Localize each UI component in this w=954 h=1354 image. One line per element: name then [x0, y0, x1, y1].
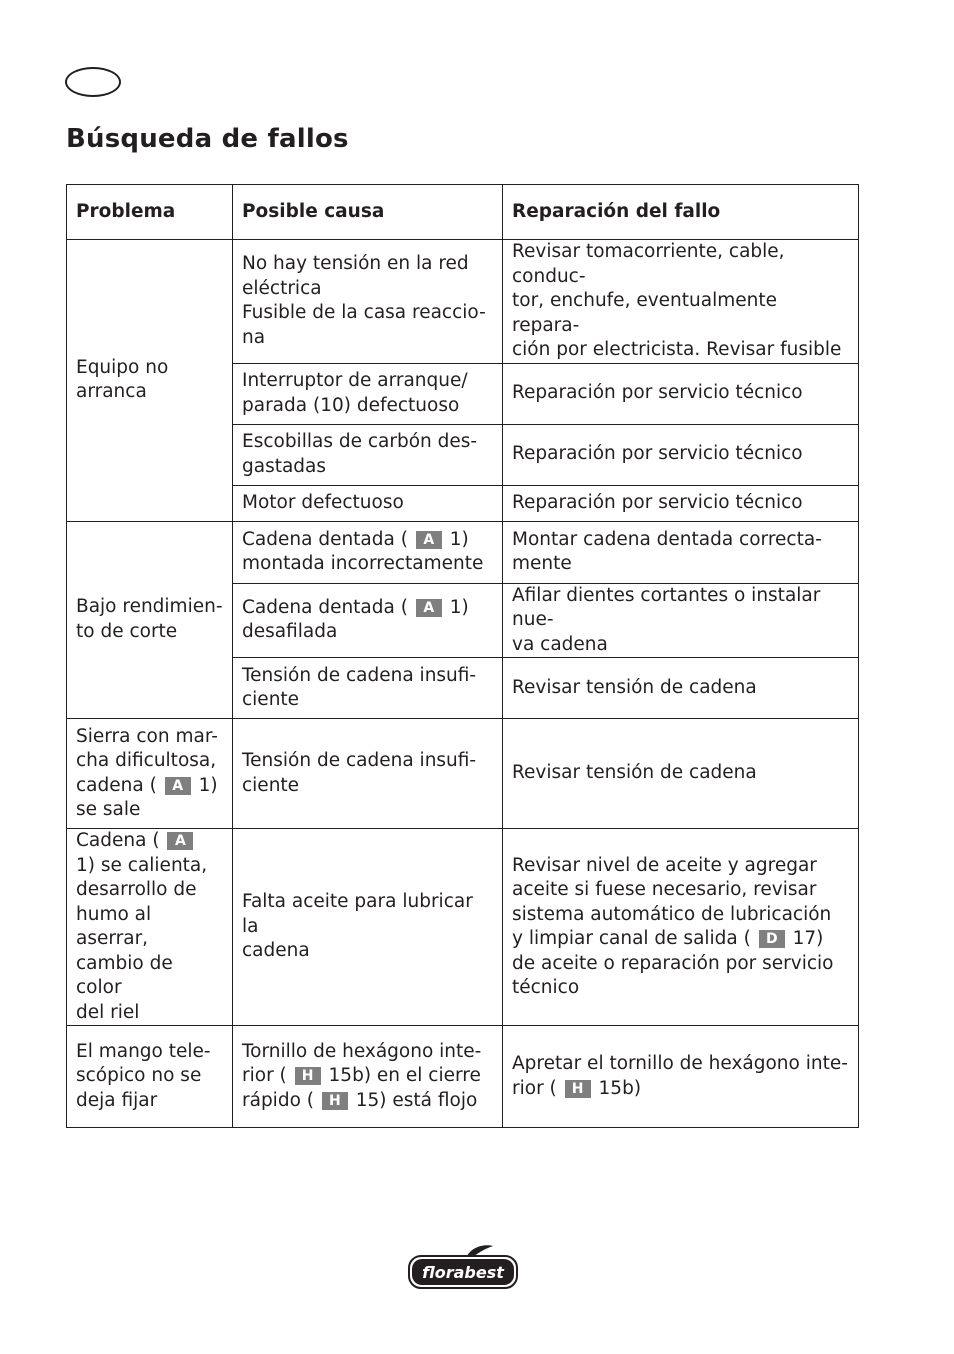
figure-reference-icon: A — [167, 832, 193, 850]
troubleshooting-table — [66, 184, 859, 1128]
cell-line: Cadena dentada ( A 1) — [242, 596, 469, 618]
cell-line: aceite si fuese necesario, revisar — [512, 879, 817, 900]
fix-cell — [503, 363, 859, 424]
table-row — [67, 521, 859, 583]
language-badge-oval — [65, 67, 121, 97]
florabest-logo — [407, 1244, 519, 1290]
cause-cell — [233, 485, 503, 521]
figure-reference-icon: H — [322, 1092, 348, 1110]
cell-line: parada (10) defectuoso — [242, 394, 460, 416]
cell-line: to de corte — [76, 620, 178, 642]
cell-line: montada incorrectamente — [242, 553, 484, 574]
table-row — [67, 1026, 859, 1128]
cell-line: y limpiar canal de salida ( D 17) — [512, 928, 824, 949]
figure-reference-icon: A — [416, 599, 442, 617]
figure-reference-icon: A — [165, 777, 191, 795]
header-cause: Posible causa — [233, 185, 503, 240]
cell-line: rior ( H 15b) — [512, 1077, 642, 1099]
figure-reference-icon: A — [416, 531, 442, 549]
problem-cell — [67, 521, 233, 719]
cell-line: cadena ( A 1) — [76, 774, 218, 796]
table-row — [67, 719, 859, 829]
cell-line: ciente — [242, 689, 300, 710]
fix-cell — [503, 829, 859, 1026]
fix-cell — [503, 658, 859, 719]
figure-reference-icon: H — [565, 1080, 591, 1098]
cell-line: Fusible de la casa reaccio- — [242, 302, 486, 324]
fix-cell — [503, 1026, 859, 1128]
cell-line: Reparación por servicio técnico — [512, 382, 803, 404]
cell-line: desarrollo de — [76, 879, 197, 900]
cell-line: cambio de color — [76, 952, 173, 998]
cell-line: mente — [512, 553, 572, 574]
cell-line: ción por electricista. Revisar fusible — [512, 339, 842, 360]
cell-line: na — [242, 326, 266, 348]
cell-line: desafilada — [242, 621, 338, 643]
fix-cell — [503, 485, 859, 521]
cell-line: Tensión de cadena insufi- — [242, 664, 477, 686]
cell-line: Revisar tomacorriente, cable, conduc- — [512, 241, 785, 287]
header-fix: Reparación del fallo — [503, 185, 859, 240]
logo-text: florabest — [422, 1263, 504, 1282]
figure-reference-icon: H — [295, 1067, 321, 1085]
page-title: Búsqueda de fallos — [66, 124, 349, 154]
cell-line: arranca — [76, 381, 147, 403]
cell-line: Interruptor de arranque/ — [242, 370, 468, 391]
header-problem: Problema — [67, 185, 233, 240]
table-row — [67, 240, 859, 364]
cell-line: del riel — [76, 1001, 140, 1023]
fix-cell — [503, 521, 859, 583]
cell-line: técnico — [512, 977, 580, 998]
cell-line: Montar cadena dentada correcta- — [512, 528, 822, 550]
cause-cell — [233, 719, 503, 829]
figure-reference-icon: D — [759, 930, 785, 948]
cell-line: Equipo no — [76, 356, 169, 378]
fix-cell — [503, 719, 859, 829]
cell-line: humo al aserrar, — [76, 903, 152, 949]
cell-line: se sale — [76, 799, 141, 820]
fix-cell — [503, 240, 859, 364]
cell-line: Reparación por servicio técnico — [512, 443, 803, 465]
cause-cell — [233, 583, 503, 658]
cause-cell — [233, 658, 503, 719]
cell-line: Afilar dientes cortantes o instalar nue- — [512, 584, 821, 630]
table-header-row — [67, 185, 859, 240]
cell-line: gastadas — [242, 455, 327, 477]
cell-line: Apretar el tornillo de hexágono inte- — [512, 1053, 848, 1074]
problem-cell — [67, 1026, 233, 1128]
cell-line: eléctrica — [242, 277, 322, 299]
cell-line: Tornillo de hexágono inte- — [242, 1040, 482, 1062]
cause-cell — [233, 829, 503, 1026]
cell-line: Bajo rendimien- — [76, 596, 223, 618]
cell-line: deja fijar — [76, 1089, 158, 1111]
cell-line: Revisar tensión de cadena — [512, 762, 757, 784]
problem-cell — [67, 719, 233, 829]
cell-line: de aceite o reparación por servicio — [512, 952, 834, 974]
cell-line: Cadena dentada ( A 1) — [242, 528, 469, 550]
cell-line: va cadena — [512, 633, 608, 655]
cell-line: rior ( H 15b) en el cierre — [242, 1065, 481, 1087]
cause-cell — [233, 521, 503, 583]
cause-cell — [233, 363, 503, 424]
cell-line: cadena — [242, 940, 310, 962]
cell-line: Revisar tensión de cadena — [512, 676, 757, 698]
cause-cell — [233, 1026, 503, 1128]
cell-line: Cadena ( A — [76, 829, 223, 854]
problem-cell — [67, 240, 233, 522]
cell-line: Reparación por servicio técnico — [512, 491, 803, 513]
fix-cell — [503, 424, 859, 485]
cell-line: Sierra con mar- — [76, 725, 218, 747]
cell-line: scópico no se — [76, 1065, 202, 1087]
cause-cell — [233, 424, 503, 485]
table-row — [67, 829, 859, 1026]
cell-line: Tensión de cadena insufi- — [242, 750, 477, 771]
cell-line: sistema automático de lubricación — [512, 903, 832, 925]
problem-cell — [67, 829, 233, 1026]
cell-line: No hay tensión en la red — [242, 253, 469, 275]
cell-line: Escobillas de carbón des- — [242, 431, 478, 452]
cell-line: Falta aceite para lubricar la — [242, 891, 473, 937]
cell-line: 1) se calienta, — [76, 854, 208, 876]
cell-line: tor, enchufe, eventualmente repara- — [512, 290, 777, 336]
cell-line: rápido ( H 15) está flojo — [242, 1089, 478, 1111]
cause-cell — [233, 240, 503, 364]
cell-line: El mango tele- — [76, 1040, 211, 1062]
cell-line: cha dificultosa, — [76, 750, 217, 771]
cell-line: Motor defectuoso — [242, 491, 404, 513]
cell-line: Revisar nivel de aceite y agregar — [512, 854, 817, 876]
fix-cell — [503, 583, 859, 658]
cell-line: ciente — [242, 774, 300, 796]
